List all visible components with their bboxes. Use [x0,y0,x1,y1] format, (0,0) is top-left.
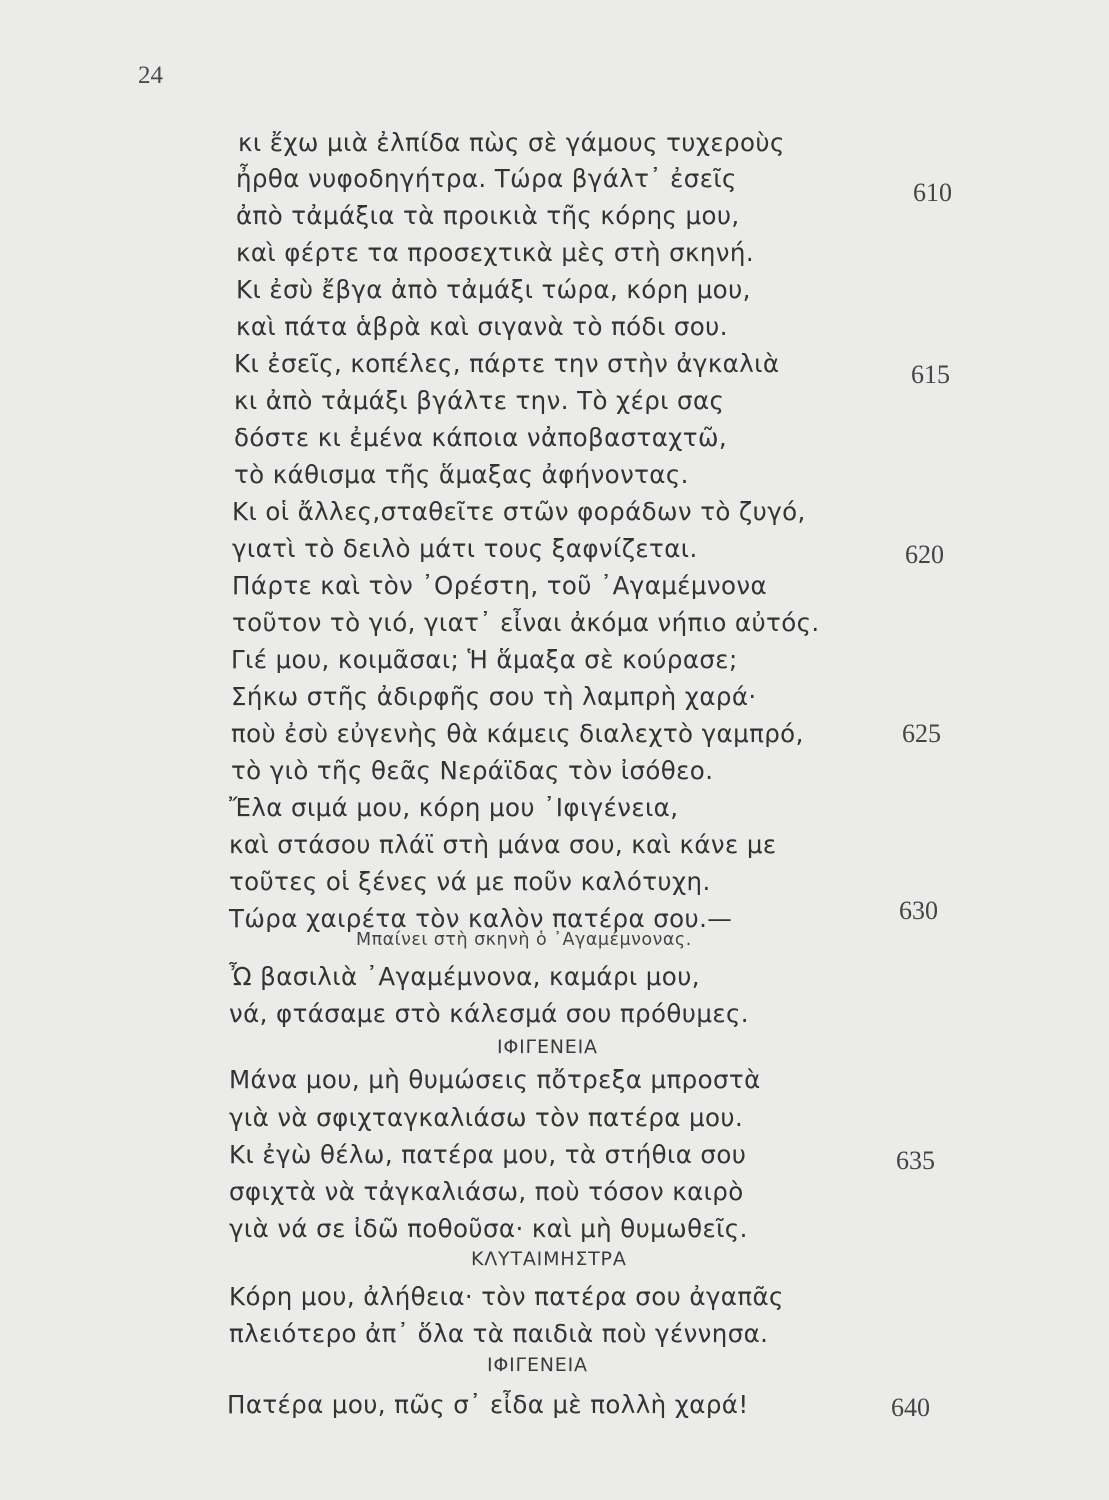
verse-line: τὸ γιὸ τῆς θεᾶς Νεράϊδας τὸν ἰσόθεο. [231,756,714,785]
verse-line: κι ἀπὸ τἀμάξι βγάλτε την. Τὸ χέρι σας [234,386,725,415]
verse-line: γιὰ νὰ σφιχταγκαλιάσω τὸν πατέρα μου. [229,1103,744,1132]
line-number: 635 [896,1146,935,1175]
page-number: 24 [138,62,163,89]
verse-line: ἦρθα νυφοδηγήτρα. Τώρα βγάλτ᾿ ἐσεῖς [236,164,737,193]
verse-line: γιατὶ τὸ δειλὸ μάτι τους ξαφνίζεται. [232,534,698,563]
line-number: 610 [913,178,952,207]
verse-line: γιὰ νά σε ἰδῶ ποθοῦσα· καὶ μὴ θυμωθεῖς. [229,1214,748,1243]
verse-line: Κι ἐσὺ ἔβγα ἀπὸ τἀμάξι τώρα, κόρη μου, [236,275,751,304]
verse-line: πλειότερο ἀπ᾿ ὅλα τὰ παιδιὰ ποὺ γέννησα. [229,1319,769,1348]
verse-line: Κι οἱ ἄλλες,σταθεῖτε στῶν φοράδων τὸ ζυγό, [232,497,806,526]
verse-line: τοῦτες οἱ ξένες νά με ποῦν καλότυχη. [229,867,711,896]
verse-line: Σήκω στῆς ἀδιρφῆς σου τὴ λαμπρὴ χαρά· [231,682,757,711]
verse-line: Κόρη μου, ἀλήθεια· τὸν πατέρα σου ἀγαπᾶς [229,1282,784,1311]
verse-line: Κι ἐσεῖς, κοπέλες, πάρτε την στὴν ἀγκαλιὰ [234,349,780,378]
verse-line: δόστε κι ἐμένα κάποια νἀποβασταχτῶ, [234,423,728,452]
verse-line: καὶ φέρτε τα προσεχτικὰ μὲς στὴ σκηνή. [236,238,755,267]
stage-direction: Μπαίνει στὴ σκηνὴ ὁ ᾿Αγαμέμνονας. [356,930,692,950]
verse-line: τὸ κάθισμα τῆς ἅμαξας ἀφήνοντας. [234,460,689,489]
verse-line: καὶ στάσου πλάϊ στὴ μάνα σου, καὶ κάνε με [229,830,777,859]
verse-line: κι ἔχω μιὰ ἐλπίδα πὼς σὲ γάμους τυχεροὺς [238,128,785,157]
verse-line: σφιχτὰ νὰ τἀγκαλιάσω, ποὺ τόσον καιρὸ [229,1177,744,1206]
verse-line: Ὦ βασιλιὰ ᾿Αγαμέμνονα, καμάρι μου, [229,962,700,991]
verse-line: νά, φτάσαμε στὸ κάλεσμά σου πρόθυμες. [229,999,749,1028]
verse-line: Πάρτε καὶ τὸν ᾿Ορέστη, τοῦ ᾿Αγαμέμνονα [232,571,767,600]
verse-line: ποὺ ἐσὺ εὐγενὴς θὰ κάμεις διαλεχτὸ γαμπρό, [231,719,804,748]
verse-line: Κι ἐγὼ θέλω, πατέρα μου, τὰ στήθια σου [229,1140,747,1169]
speaker-name: ΙΦΙΓΕΝΕΙΑ [487,1354,588,1376]
line-number: 625 [902,719,941,748]
verse-line: τοῦτον τὸ γιό, γιατ᾿ εἶναι ἀκόμα νήπιο αὐτός. [232,608,820,637]
line-number: 640 [891,1393,930,1422]
line-number: 620 [905,540,944,569]
verse-line: Γιέ μου, κοιμᾶσαι; Ἡ ἅμαξα σὲ κούρασε; [231,645,738,674]
speaker-name: ΙΦΙΓΕΝΕΙΑ [497,1036,598,1058]
line-number: 630 [899,896,938,925]
verse-line: Τώρα χαιρέτα τὸν καλὸν πατέρα σου.— [229,904,733,933]
verse-line: Ἔλα σιμά μου, κόρη μου ᾿Ιφιγένεια, [229,793,679,822]
speaker-name: ΚΛΥΤΑΙΜΗΣΤΡΑ [471,1248,627,1270]
verse-line: ἀπὸ τἀμάξια τὰ προικιὰ τῆς κόρης μου, [236,201,740,230]
verse-line: Πατέρα μου, πῶς σ᾿ εἶδα μὲ πολλὴ χαρά! [227,1390,749,1419]
verse-line: καὶ πάτα ἁβρὰ καὶ σιγανὰ τὸ πόδι σου. [236,312,728,341]
line-number: 615 [911,360,950,389]
verse-line: Μάνα μου, μὴ θυμώσεις πὄτρεξα μπροστὰ [229,1065,761,1094]
